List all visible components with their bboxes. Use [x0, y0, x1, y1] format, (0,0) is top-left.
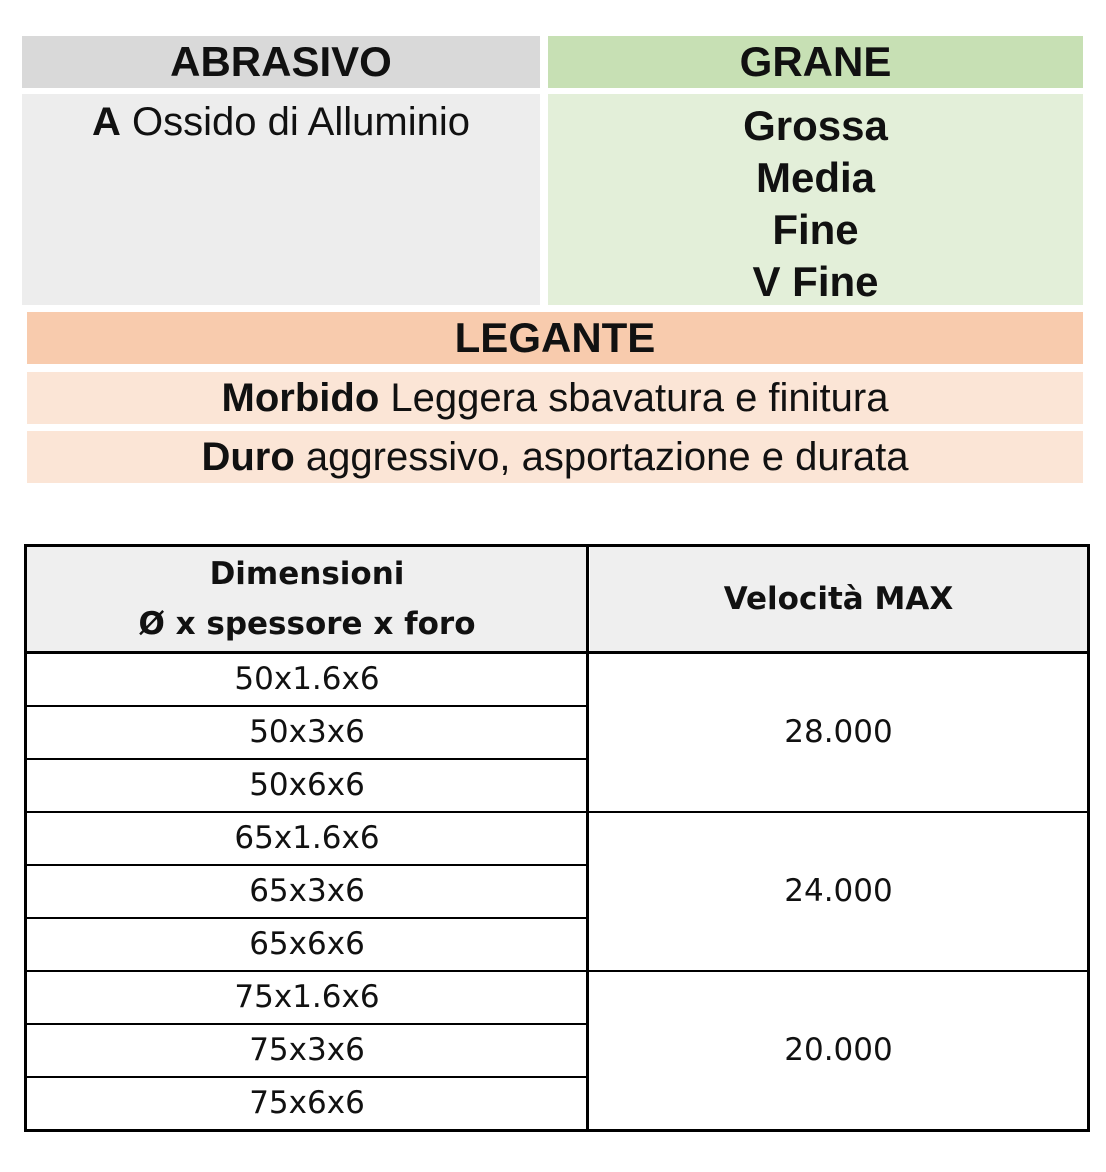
table-divider-group	[27, 970, 1087, 972]
table-cell-size: 75x1.6x6	[27, 971, 587, 1023]
table-divider	[27, 705, 587, 707]
table-divider-header	[27, 651, 1087, 654]
grane-list	[548, 94, 1083, 305]
header-dimensions-line2: Ø x spessore x foro	[138, 606, 476, 642]
table-cell-speed: 28.000	[590, 653, 1087, 811]
table-cell-speed: 20.000	[590, 971, 1087, 1129]
table-cell-size: 75x3x6	[27, 1024, 587, 1076]
table-cell-size: 65x1.6x6	[27, 812, 587, 864]
table-cell-size: 65x6x6	[27, 918, 587, 970]
grane-header: GRANE	[548, 36, 1083, 88]
grane-item: V Fine	[752, 258, 879, 305]
grane-item: Media	[755, 154, 876, 201]
table-cell-size: 65x3x6	[27, 865, 587, 917]
table-divider	[27, 917, 587, 919]
table-divider-vertical	[586, 547, 589, 1129]
legante-description: aggressivo, asportazione e durata	[305, 434, 909, 479]
abrasivo-description: Ossido di Alluminio	[132, 100, 470, 144]
table-cell-size: 50x6x6	[27, 759, 587, 811]
spec-table	[24, 544, 1090, 1132]
abrasivo-code: A	[92, 100, 121, 144]
header-dimensions-line1: Dimensioni	[209, 556, 405, 592]
legante-header: LEGANTE	[27, 312, 1083, 364]
table-cell-size: 50x3x6	[27, 706, 587, 758]
table-cell-size: 50x1.6x6	[27, 653, 587, 705]
table-divider	[27, 1076, 587, 1078]
grane-item: Fine	[772, 206, 859, 253]
legante-row-morbido	[27, 372, 1083, 424]
grane-item: Grossa	[743, 102, 888, 149]
legante-row-duro	[27, 431, 1083, 483]
header-speed: Velocità MAX	[590, 547, 1087, 651]
legante-term: Morbido	[221, 375, 380, 420]
table-divider	[27, 758, 587, 760]
table-divider-group	[27, 811, 1087, 813]
legante-term: Duro	[201, 434, 295, 479]
table-cell-size: 75x6x6	[27, 1077, 587, 1129]
table-divider	[27, 1023, 587, 1025]
abrasivo-header: ABRASIVO	[22, 36, 540, 88]
header-dimensions	[27, 547, 587, 651]
legante-description: Leggera sbavatura e finitura	[390, 375, 889, 420]
abrasivo-body	[22, 94, 540, 305]
table-divider	[27, 864, 587, 866]
table-cell-speed: 24.000	[590, 812, 1087, 970]
